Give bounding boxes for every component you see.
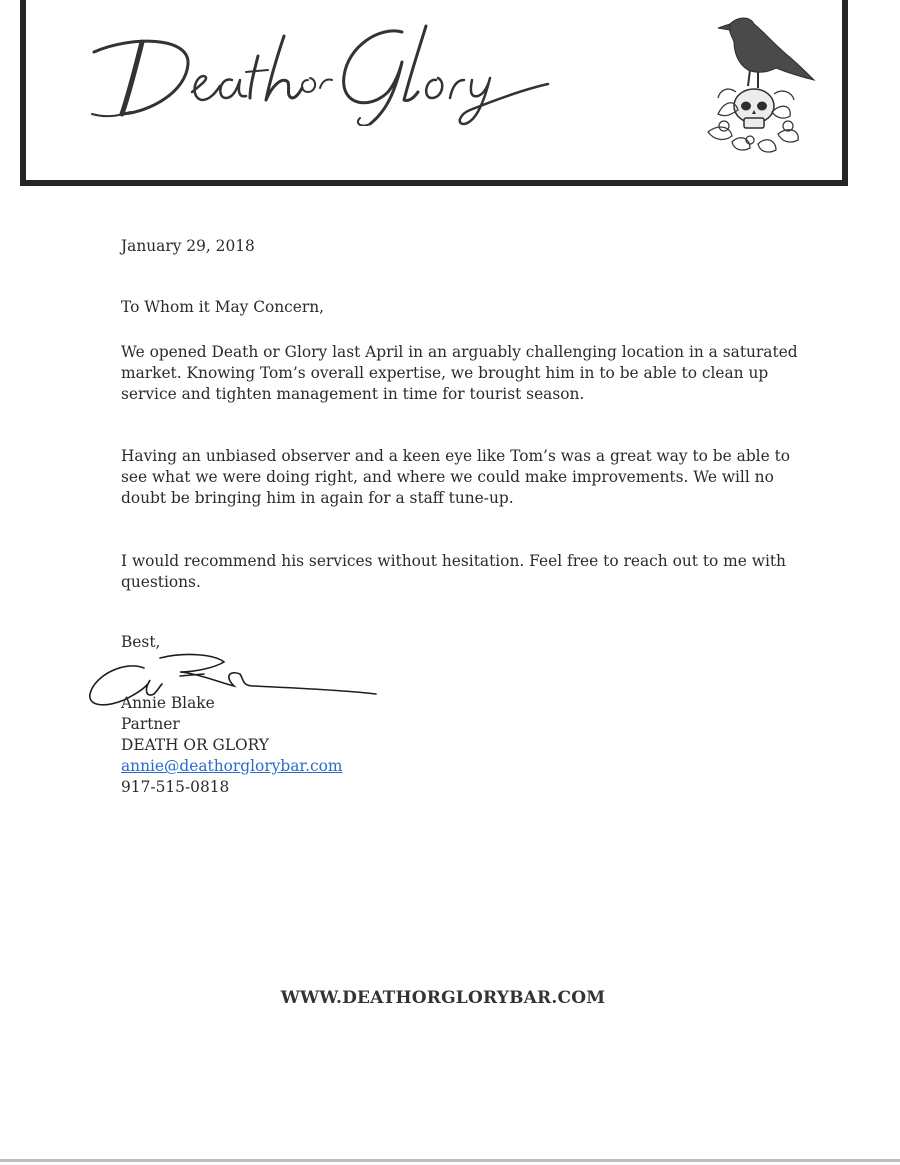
signer-name: Annie Blake (121, 694, 215, 712)
paragraph-1: We opened Death or Glory last April in an arguably challenging location in a saturated market. Knowing Tom’s overall expertise, we brought him in to be able to clean up service and tighten management in time for tourist season. (121, 343, 798, 403)
bottom-divider (0, 1159, 900, 1162)
footer-website: WWW.DEATHORGLORYBAR.COM (280, 988, 606, 1008)
salutation: To Whom it May Concern, (121, 298, 325, 316)
signer-title: Partner (121, 715, 180, 733)
closing: Best, (121, 633, 161, 651)
signer-email-link[interactable]: annie@deathorglorybar.com (121, 757, 343, 775)
raven-on-skull-illustration-icon (688, 2, 818, 162)
signer-phone: 917-515-0818 (121, 778, 230, 796)
signer-company: DEATH OR GLORY (121, 736, 269, 754)
letterhead (20, 0, 848, 186)
letter-date: January 29, 2018 (121, 237, 255, 255)
paragraph-2: Having an unbiased observer and a keen eye like Tom’s was a great way to be able to see what we were doing right, and where we could make improvements. We will no doubt be bringing him in again for a staff tune-up. (121, 447, 791, 507)
signature-block (121, 693, 342, 798)
death-or-glory-logo (70, 6, 550, 126)
paragraph-3: I would recommend his services without hesitation. Feel free to reach out to me with questions. (121, 552, 786, 591)
